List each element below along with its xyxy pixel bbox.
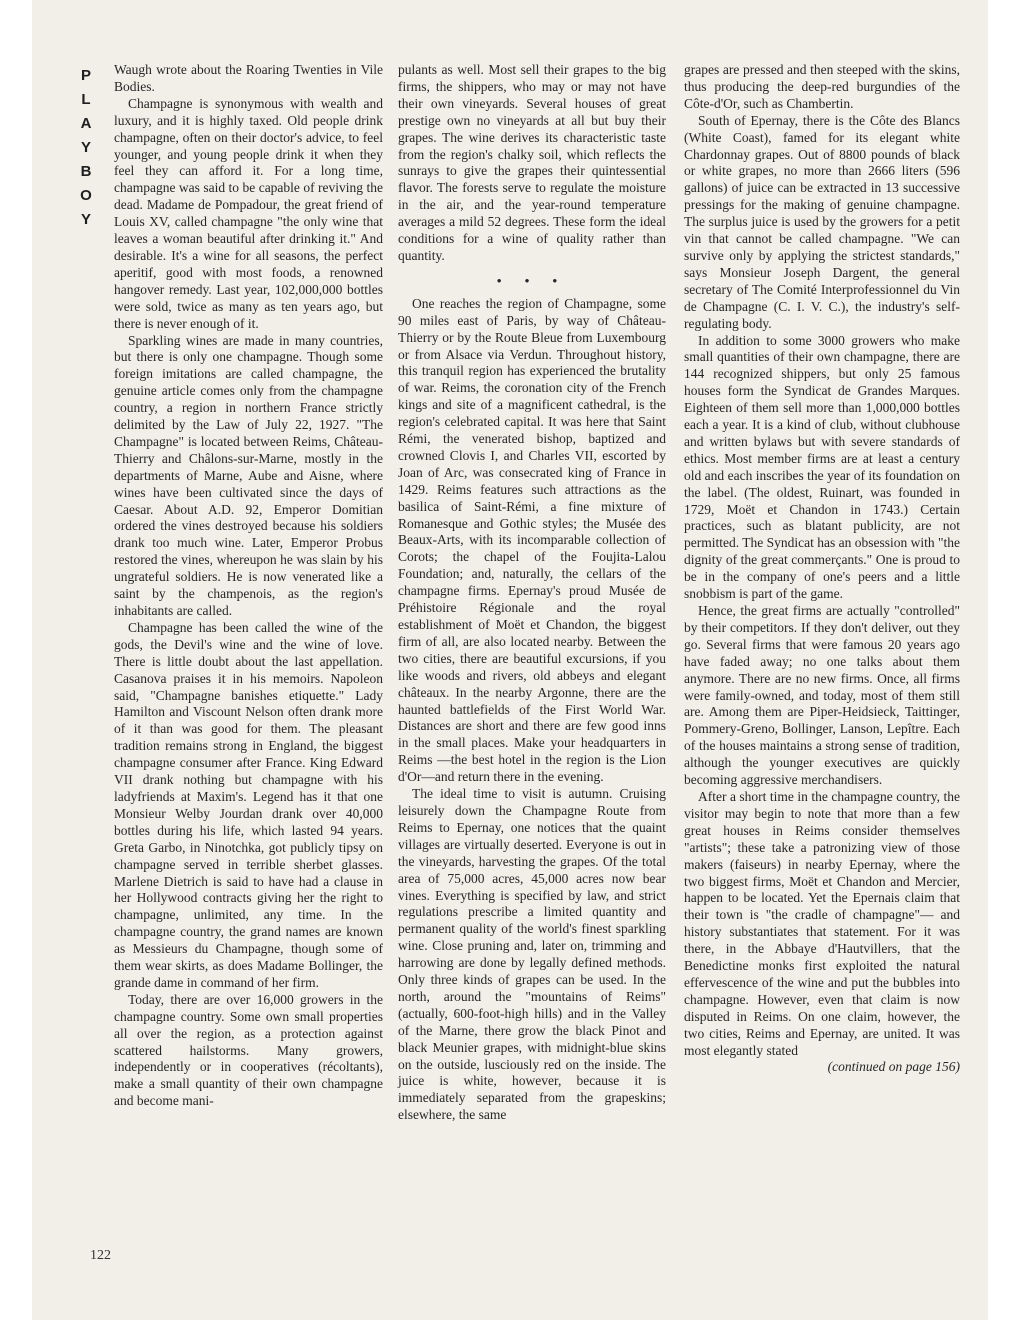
page-number: 122 — [90, 1248, 111, 1263]
paragraph: The ideal time to visit is autumn. Cruising leisurely down the Champagne Route from Reims to Epernay, one notices that the quaint villages are virtually deserted. Everyone is out in the vineyards, harvesting the grapes. Of the total area of 75,000 acres, 45,000 acres now bear vines. Everything is specified by law, and strict regulations prescribe a limited quantity and permanent quality of the world's finest sparkling wine. Close pruning and, later on, trimming and harrowing are done by legally defined methods. Only three kinds of grapes can be used. In the north, around the "mountains of Reims" (actually, 600-foot-high hills) and in the Valley of the Marne, there grow the black Pinot and black Meunier grapes, with midnight-blue skins on the outside, lusciously red on the inside. The juice is white, however, because it is immediately separated from the grapeskins; elsewhere, the same — [398, 786, 666, 1123]
paragraph: After a short time in the champagne country, the visitor may begin to note that more than a few great houses in Reims consider themselves "artists"; these take a patronizing view of those makers (faiseurs) in nearby Epernay, where the two biggest firms, Moët et Chandon and Mercier, happen to be located. Yet the Epernais claim that their town is "the cradle of champagne"— and history substantiates that statement. For it was there, in the Abbaye d'Hautvillers, that the Benedictine monks first exploited the natural effervescence of the wine and put the bubbles into champagne. However, even that claim is now disputed in Reims. On one claim, however, the two cities, Reims and Epernay, are united. It was most elegantly stated — [684, 788, 960, 1058]
magazine-name-vertical: P L A Y B O Y — [80, 67, 92, 228]
paragraph: Today, there are over 16,000 growers in the champagne country. Some own small properties all over the region, as a protection against scattered hailstorms. Many growers, independently or in cooperatives (récoltants), make a small quantity of their own champagne and become mani- — [114, 991, 383, 1109]
paragraph: Sparkling wines are made in many countries, but there is only one champagne. Though some foreign imitations are called champagne, the genuine article comes only from the champagne country, a region in northern France strictly delimited by the Law of July 22, 1927. "The Champagne" is located between Reims, Château-Thierry and Châlons-sur-Marne, mostly in the departments of Marne, Aube and Aisne, where wines have been cultivated since the days of Caesar. About A.D. 92, Emperor Domitian ordered the vines destroyed because his soldiers drank too much wine. Later, Emperor Probus restored the vines, whereupon he was slain by his ungrateful soldiers. He is now venerated like a saint by the champenois, as the region's inhabitants are called. — [114, 332, 383, 618]
paragraph: grapes are pressed and then steeped with the skins, thus producing the deep-red burgundies of the Côte-d'Or, such as Chambertin. — [684, 62, 960, 111]
paragraph: Waugh wrote about the Roaring Twenties in Vile Bodies. — [114, 62, 383, 94]
section-break: • • • — [496, 272, 568, 288]
column-2 — [398, 62, 666, 1124]
magazine-page — [32, 0, 988, 1320]
column-1 — [114, 62, 383, 1110]
continued-note: (continued on page 156) — [827, 1059, 960, 1075]
paragraph: Hence, the great firms are actually "controlled" by their competitors. If they don't deliver, out they go. Several firms that were famous 20 years ago have faded away; no one talks about them anymore. There are no new firms. Once, all firms were family-owned, and today, most of them still are. Among them are Piper-Heidsieck, Taittinger, Pommery-Greno, Bollinger, Lanson, Lepître. Each of the houses maintains a strong sense of tradition, although the younger executives are quickly becoming aggressive merchandisers. — [684, 603, 960, 788]
column-3 — [684, 62, 960, 1076]
paragraph: pulants as well. Most sell their grapes to the big firms, the shippers, who may or may not have their own vineyards. Several houses of great prestige own no vineyards at all but buy their grapes. The wine derives its characteristic taste from the region's chalky soil, which reflects the sunrays to give the grapes their quintessential flavor. The forests serve to regulate the moisture in the air, and the year-round temperature averages a mild 52 degrees. These form the ideal conditions for a wine of quality rather than quantity. — [398, 62, 666, 263]
paragraph: Champagne has been called the wine of the gods, the Devil's wine and the wine of love. There is little doubt about the last appellation. Casanova praises it in his memoirs. Napoleon said, "Champagne banishes etiquette." Lady Hamilton and Viscount Nelson often drank more of it than was good for them. The pleasant tradition remains strong in England, the biggest champagne consumer after France. King Edward VII drank nothing but champagne with his ladyfriends at Maxim's. Legend has it that one Monsieur Welby Jourdan drank over 40,000 bottles during his life, which lasted 94 years. Greta Garbo, in Ninotchka, got publicly tipsy on champagne served in terrible sherbet glasses. Marlene Dietrich is said to have had a clause in her Hollywood contracts giving her the right to champagne, unlimited, any time. In the champagne country, the grand names are known as Messieurs du Champagne, though some of them wear skirts, as does Madame Bollinger, the grande dame in command of her firm. — [114, 619, 383, 990]
paragraph: One reaches the region of Champagne, some 90 miles east of Paris, by way of Château-Thierry or by the Route Bleue from Luxembourg or from Alsace via Verdun. Throughout history, this tranquil region has experienced the brutality of war. Reims, the coronation city of the French kings and site of a magnificent cathedral, is the region's celebrated capital. It was here that Saint Rémi, the venerated bishop, baptized and crowned Clovis I, and Charles VII, escorted by Joan of Arc, was consecrated king of France in 1429. Reims features such attractions as the basilica of Saint-Rémi, a fine mixture of Romanesque and Gothic styles; the Musée des Beaux-Arts, with its incomparable collection of Corots; the chapel of the Foujita-Lalou Foundation; and, naturally, the cellars of the champagne firms. Epernay's proud Musée de Préhistoire Régionale and the royal establishment of Moët et Chandon, the biggest firm of all, are also located nearby. Between the two cities, there are beautiful excursions, if you like woods and rivers, old abbeys and elegant châteaux. In the nearby Argonne, there are the haunted battlefields of the First World War. Distances are short and there are few good inns in the small places. Make your headquarters in Reims —the best hotel in the region is the Lion d'Or—and return there in the evening. — [398, 295, 666, 785]
paragraph: Champagne is synonymous with wealth and luxury, and it is highly taxed. Old people drink champagne, often on their doctor's advice, to feel younger, and young people drink it when they feel they can afford it. For a long time, champagne was said to be capable of reviving the dead. Madame de Pompadour, the great friend of Louis XV, called champagne "the only wine that leaves a woman beautiful after drinking it." And desirable. It's a wine for all seasons, the perfect aperitif, good with most foods, a renowned hangover remedy. Last year, 102,000,000 bottles were sold, twice as many as ten years ago, but there is never enough of it. — [114, 95, 383, 331]
paragraph: South of Epernay, there is the Côte des Blancs (White Coast), famed for its elegant white Chardonnay grapes. Out of 8800 pounds of black or white grapes, no more than 2666 liters (596 gallons) of juice can be extracted in 13 successive pressings for the making of genuine champagne. The surplus juice is used by the growers for a petit vin that cannot be called champagne. "We can survive only by applying the strictest standards," says Monsieur Joseph Dargent, the general secretary of The Comité Interprofessionnel du Vin de Champagne (C. I. V. C.), the industry's self-regulating body. — [684, 112, 960, 331]
paragraph: In addition to some 3000 growers who make small quantities of their own champagne, there are 144 recognized shippers, but only 25 famous houses form the Syndicat de Grandes Marques. Eighteen of them sell more than 1,000,000 bottles each a year. It is a kind of club, without clubhouse and written bylaws but with severe standards of ethics. Most member firms are at least a century old and each inscribes the year of its foundation on the label. (The oldest, Ruinart, was founded in 1729, Moët et Chandon in 1743.) Certain practices, such as blatant publicity, are not permitted. The Syndicat has an obsession with "the dignity of the great commerçants." One is proud to be in the company of one's peers and a little snobbism is part of the game. — [684, 332, 960, 602]
